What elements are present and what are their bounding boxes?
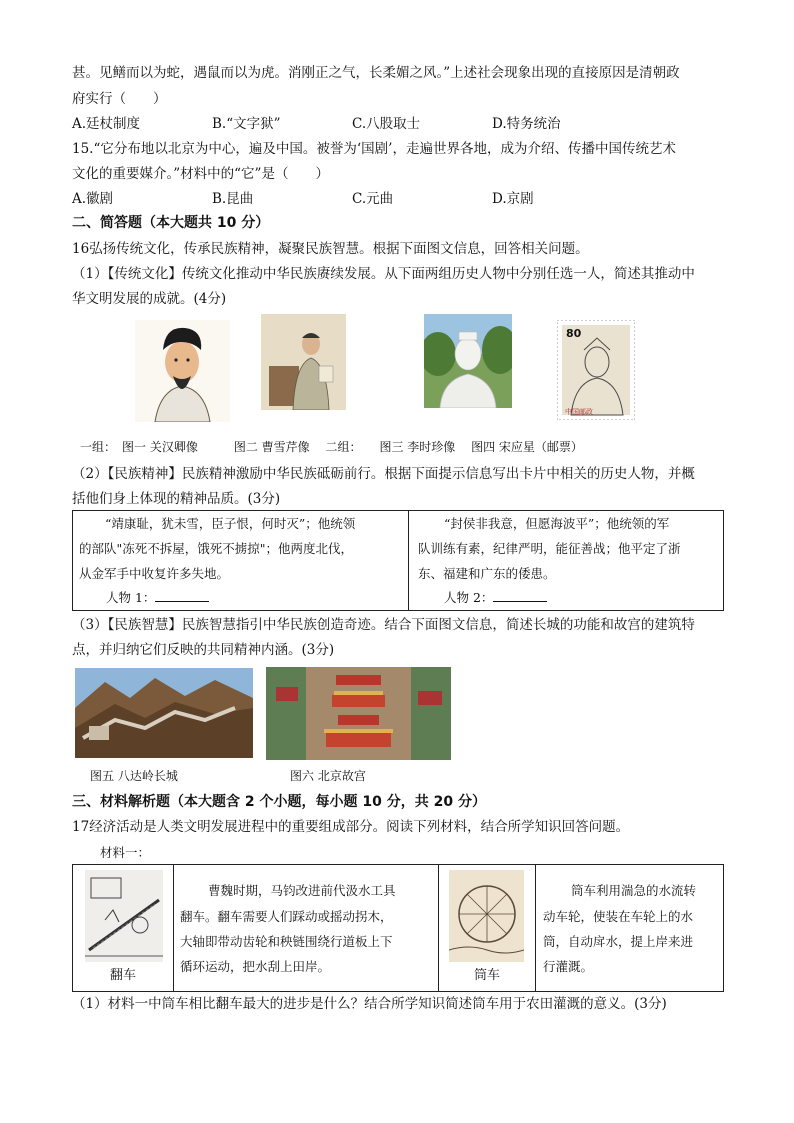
fanche-text-2: 翻车。翻车需要人们踩动或摇动拐木， (180, 909, 393, 924)
fanche-text-4: 循环运动，把水刮上田岸。 (180, 959, 331, 974)
q16-intro: 16弘扬传统文化，传承民族精神，凝聚民族智慧。根据下面图文信息，回答相关问题。 (72, 241, 589, 257)
fanche-text-1: 曹魏时期，马钧改进前代汲水工具 (208, 883, 396, 898)
guan-hanqing-portrait (135, 320, 230, 422)
q14-line1: 甚。见鳝而以为蛇，遇鼠而以为虎。消刚正之气，长柔媚之风。”上述社会现象出现的直接原因是清朝政 (72, 65, 680, 81)
q16-part3-line2: 点，并归纳它们反映的共同精神内涵。(3分) (72, 642, 335, 658)
q14-option-c: C.八股取士 (352, 116, 421, 132)
fanche-text-3: 大轴即带动齿轮和秧链围绕行道板上下 (180, 934, 393, 949)
card1-answer-blank[interactable] (155, 589, 209, 602)
q15-line1: 15.“它分布地以北京为中心，遍及中国。被誉为‘国剧’，走遍世界各地，成为介绍、传播中国传统艺术 (72, 141, 676, 157)
stamp-value: 80 (566, 327, 582, 340)
card1-person (106, 585, 209, 611)
section2-heading: 二、简答题（本大题共 10 分） (72, 215, 270, 231)
q16-part1-line2: 华文明发展的成就。(4分) (72, 291, 227, 307)
q14-option-d: D.特务统治 (492, 116, 561, 132)
tongche-text-1: 筒车利用湍急的水流转 (571, 883, 697, 898)
tongche-text-2: 动车轮，使装在车轮上的水 (543, 909, 694, 924)
tongche-label: 筒车 (474, 968, 501, 983)
q16-part3-line1: （3）【民族智慧】民族智慧指引中华民族创造奇迹。结合下面图文信息，简述长城的功能和故宫的建筑特 (72, 617, 695, 633)
table-divider-1 (173, 864, 174, 991)
tongche-text-3: 筒，自动戽水，提上岸来进 (543, 934, 694, 949)
q17-part1: （1）材料一中筒车相比翻车最大的进步是什么？结合所学知识简述筒车用于农田灌溉的意义。(3分) (72, 996, 667, 1012)
fanche-illustration (85, 870, 163, 962)
q14-line2: 府实行（ ） (72, 91, 167, 107)
portrait-captions: 一组： 图一 关汉卿像 图二 曹雪芹像 二组： 图三 李时珍像 图四 宋应星（邮票） (80, 440, 583, 454)
li-shizhen-statue (424, 314, 512, 408)
card1-line1: “靖康耻，犹未雪，臣子恨，何时灭”；他统领 (105, 516, 356, 531)
q15-option-c: C.元曲 (352, 191, 394, 207)
tongche-text-4: 行灌溉。 (543, 959, 594, 974)
card2-person-label: 人物 2： (444, 590, 494, 605)
card2-line3: 东、福建和广东的倭患。 (418, 566, 556, 581)
table-divider-3 (535, 864, 536, 991)
card1-line3: 从金军手中收复许多失地。 (79, 566, 230, 581)
caption-great-wall: 图五 八达岭长城 (90, 769, 178, 783)
q16-part2-line2: 括他们身上体现的精神品质。(3分) (72, 491, 281, 507)
q16-part2-line1: （2）【民族精神】民族精神激励中华民族砥砺前行。根据下面提示信息写出卡片中相关的历史人物，并概 (72, 466, 695, 482)
card1-line2: 的部队"冻死不拆屋，饿死不掳掠"；他两度北伐， (79, 541, 353, 556)
material-label: 材料一： (100, 845, 151, 860)
card2-line1: “封侯非我意，但愿海波平”；他统领的军 (444, 516, 670, 531)
fanche-label: 翻车 (110, 968, 137, 983)
q17-intro: 17经济活动是人类文明发展进程中的重要组成部分。阅读下列材料，结合所学知识回答问题。 (72, 819, 630, 835)
card2-person (444, 585, 547, 611)
q15-option-d: D.京剧 (492, 191, 534, 207)
cards-divider (408, 510, 409, 610)
q16-part1-line1: （1）【传统文化】传统文化推动中华民族赓续发展。从下面两组历史人物中分别任选一人，简述其推动中 (72, 266, 695, 282)
card2-answer-blank[interactable] (493, 589, 547, 602)
card2-line2: 队训练有素，纪律严明，能征善战；他平定了浙 (418, 541, 681, 556)
table-divider-2 (438, 864, 439, 991)
caption-forbidden-city: 图六 北京故宫 (290, 769, 366, 783)
forbidden-city-photo (266, 667, 451, 760)
tongche-illustration (449, 870, 524, 962)
cao-xueqin-portrait (261, 314, 346, 410)
great-wall-photo (75, 668, 253, 758)
q15-option-a: A.徽剧 (72, 191, 114, 207)
card1-person-label: 人物 1： (106, 590, 156, 605)
section3-heading: 三、材料解析题（本大题含 2 个小题，每小题 10 分，共 20 分） (72, 794, 486, 810)
q14-option-b: B.“文字狱” (212, 116, 281, 132)
q15-line2: 文化的重要媒介。”材料中的“它”是（ ） (72, 166, 329, 182)
q14-option-a: A.廷杖制度 (72, 116, 141, 132)
q15-option-b: B.昆曲 (212, 191, 254, 207)
stamp-country: 中国邮政 (565, 408, 593, 416)
